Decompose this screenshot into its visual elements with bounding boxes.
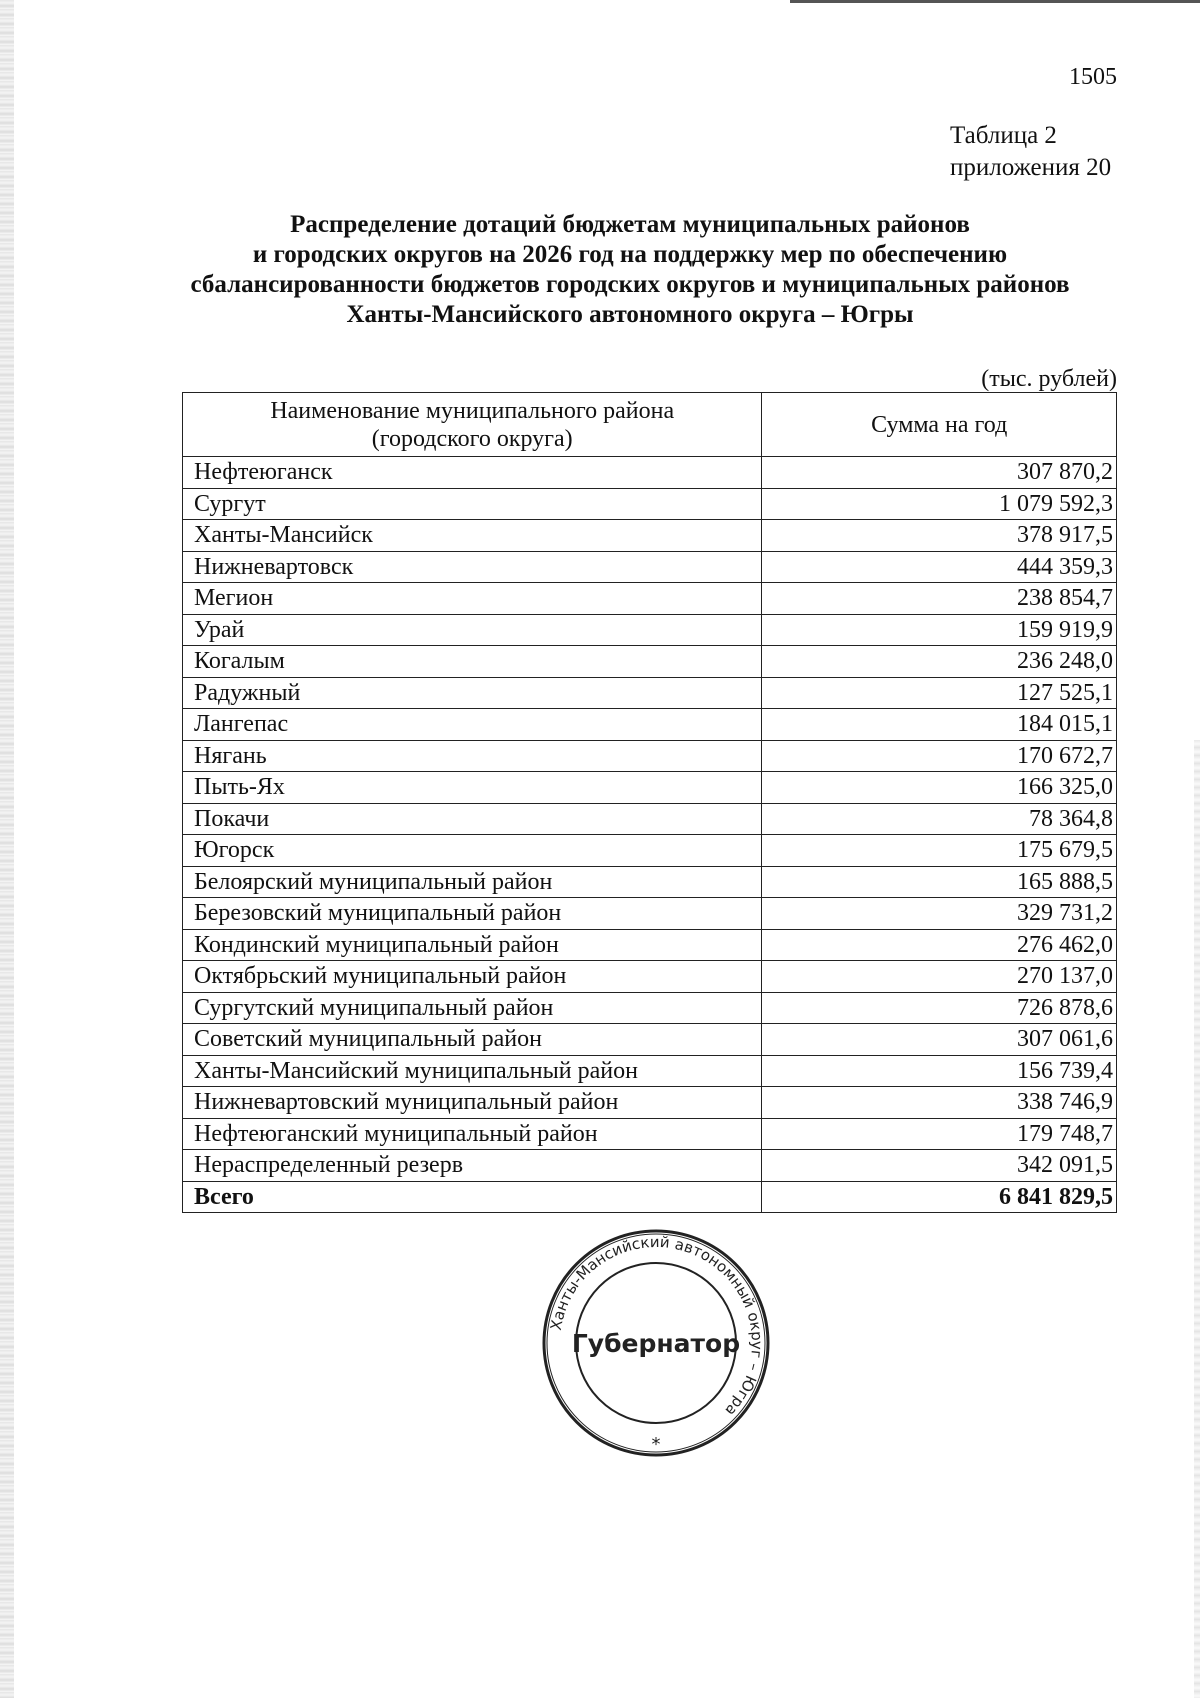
- municipality-name: Березовский муниципальный район: [183, 898, 762, 930]
- total-amount: 6 841 829,5: [762, 1181, 1117, 1213]
- municipality-amount: 127 525,1: [762, 677, 1117, 709]
- municipality-name: Октябрьский муниципальный район: [183, 961, 762, 993]
- total-label: Всего: [183, 1181, 762, 1213]
- column-header-name-line1: Наименование муниципального района: [270, 397, 675, 424]
- municipality-name: Нераспределенный резерв: [183, 1150, 762, 1182]
- table-row: [183, 709, 1117, 741]
- municipality-amount: 159 919,9: [762, 614, 1117, 646]
- municipality-amount: 78 364,8: [762, 803, 1117, 835]
- table-row: [183, 929, 1117, 961]
- column-header-name: [183, 393, 762, 457]
- municipality-name: Нефтеюганск: [183, 457, 762, 489]
- municipality-amount: 276 462,0: [762, 929, 1117, 961]
- municipality-name: Покачи: [183, 803, 762, 835]
- seal-center-text: Губернатор: [571, 1329, 741, 1358]
- table-row: [183, 898, 1117, 930]
- table-row: [183, 1118, 1117, 1150]
- table-reference-line1: Таблица 2: [950, 122, 1057, 149]
- table-body: [183, 457, 1117, 1213]
- table-row: [183, 992, 1117, 1024]
- municipality-name: Белоярский муниципальный район: [183, 866, 762, 898]
- table-row: [183, 961, 1117, 993]
- municipality-amount: 1 079 592,3: [762, 488, 1117, 520]
- municipality-amount: 238 854,7: [762, 583, 1117, 615]
- municipality-name: Нефтеюганский муниципальный район: [183, 1118, 762, 1150]
- document-title-line4: Ханты-Мансийского автономного округа – Югры: [346, 301, 914, 328]
- scan-edge-left: [0, 0, 14, 1698]
- municipality-amount: 179 748,7: [762, 1118, 1117, 1150]
- municipality-name: Нягань: [183, 740, 762, 772]
- units-label: (тыс. рублей): [981, 366, 1117, 392]
- top-rule: [790, 0, 1200, 3]
- municipality-amount: 236 248,0: [762, 646, 1117, 678]
- municipality-amount: 184 015,1: [762, 709, 1117, 741]
- table-row: [183, 457, 1117, 489]
- municipality-name: Нижневартовский муниципальный район: [183, 1087, 762, 1119]
- municipality-name: Сургутский муниципальный район: [183, 992, 762, 1024]
- table-reference: [950, 120, 1111, 184]
- municipality-name: Советский муниципальный район: [183, 1024, 762, 1056]
- table-row: [183, 488, 1117, 520]
- municipality-amount: 342 091,5: [762, 1150, 1117, 1182]
- table-row: [183, 1087, 1117, 1119]
- column-header-amount: Сумма на год: [762, 393, 1117, 457]
- table-header-row: [183, 393, 1117, 457]
- table-row: [183, 740, 1117, 772]
- municipality-name: Кондинский муниципальный район: [183, 929, 762, 961]
- municipality-name: Ханты-Мансийск: [183, 520, 762, 552]
- budget-table: [182, 392, 1117, 1213]
- municipality-name: Мегион: [183, 583, 762, 615]
- document-title-line3: сбалансированности бюджетов городских округов и муниципальных районов: [190, 271, 1070, 298]
- seal-ring-textpath: Ханты-Мансийский автономный округ – Югра: [546, 1232, 767, 1420]
- municipality-amount: 156 739,4: [762, 1055, 1117, 1087]
- table-reference-line2: приложения 20: [950, 154, 1112, 181]
- seal-star: *: [651, 1434, 661, 1455]
- municipality-amount: 378 917,5: [762, 520, 1117, 552]
- municipality-name: Ханты-Мансийский муниципальный район: [183, 1055, 762, 1087]
- governor-seal: [538, 1225, 774, 1461]
- table-row: [183, 520, 1117, 552]
- table-row: [183, 614, 1117, 646]
- table-row: [183, 866, 1117, 898]
- document-title-line1: Распределение дотаций бюджетам муниципальных районов: [290, 211, 970, 238]
- table-row: [183, 835, 1117, 867]
- page-number: 1505: [1069, 64, 1117, 90]
- scan-edge-right: [1194, 740, 1200, 1698]
- table-row: [183, 551, 1117, 583]
- municipality-amount: 166 325,0: [762, 772, 1117, 804]
- municipality-amount: 270 137,0: [762, 961, 1117, 993]
- municipality-name: Сургут: [183, 488, 762, 520]
- municipality-amount: 329 731,2: [762, 898, 1117, 930]
- municipality-amount: 175 679,5: [762, 835, 1117, 867]
- municipality-name: Когалым: [183, 646, 762, 678]
- municipality-name: Лангепас: [183, 709, 762, 741]
- column-header-name-line2: (городского округа): [371, 425, 573, 452]
- total-row: [183, 1181, 1117, 1213]
- document-title: [150, 210, 1110, 330]
- table-row: [183, 772, 1117, 804]
- table-row: [183, 1024, 1117, 1056]
- municipality-name: Югорск: [183, 835, 762, 867]
- municipality-name: Урай: [183, 614, 762, 646]
- municipality-amount: 444 359,3: [762, 551, 1117, 583]
- municipality-amount: 170 672,7: [762, 740, 1117, 772]
- document-title-line2: и городских округов на 2026 год на поддержку мер по обеспечению: [252, 241, 1008, 268]
- table-row: [183, 1150, 1117, 1182]
- table-row: [183, 1055, 1117, 1087]
- municipality-amount: 307 870,2: [762, 457, 1117, 489]
- table-row: [183, 677, 1117, 709]
- municipality-name: Нижневартовск: [183, 551, 762, 583]
- municipality-amount: 338 746,9: [762, 1087, 1117, 1119]
- table-row: [183, 646, 1117, 678]
- municipality-amount: 165 888,5: [762, 866, 1117, 898]
- municipality-name: Радужный: [183, 677, 762, 709]
- municipality-amount: 307 061,6: [762, 1024, 1117, 1056]
- table-row: [183, 803, 1117, 835]
- municipality-amount: 726 878,6: [762, 992, 1117, 1024]
- municipality-name: Пыть-Ях: [183, 772, 762, 804]
- table-row: [183, 583, 1117, 615]
